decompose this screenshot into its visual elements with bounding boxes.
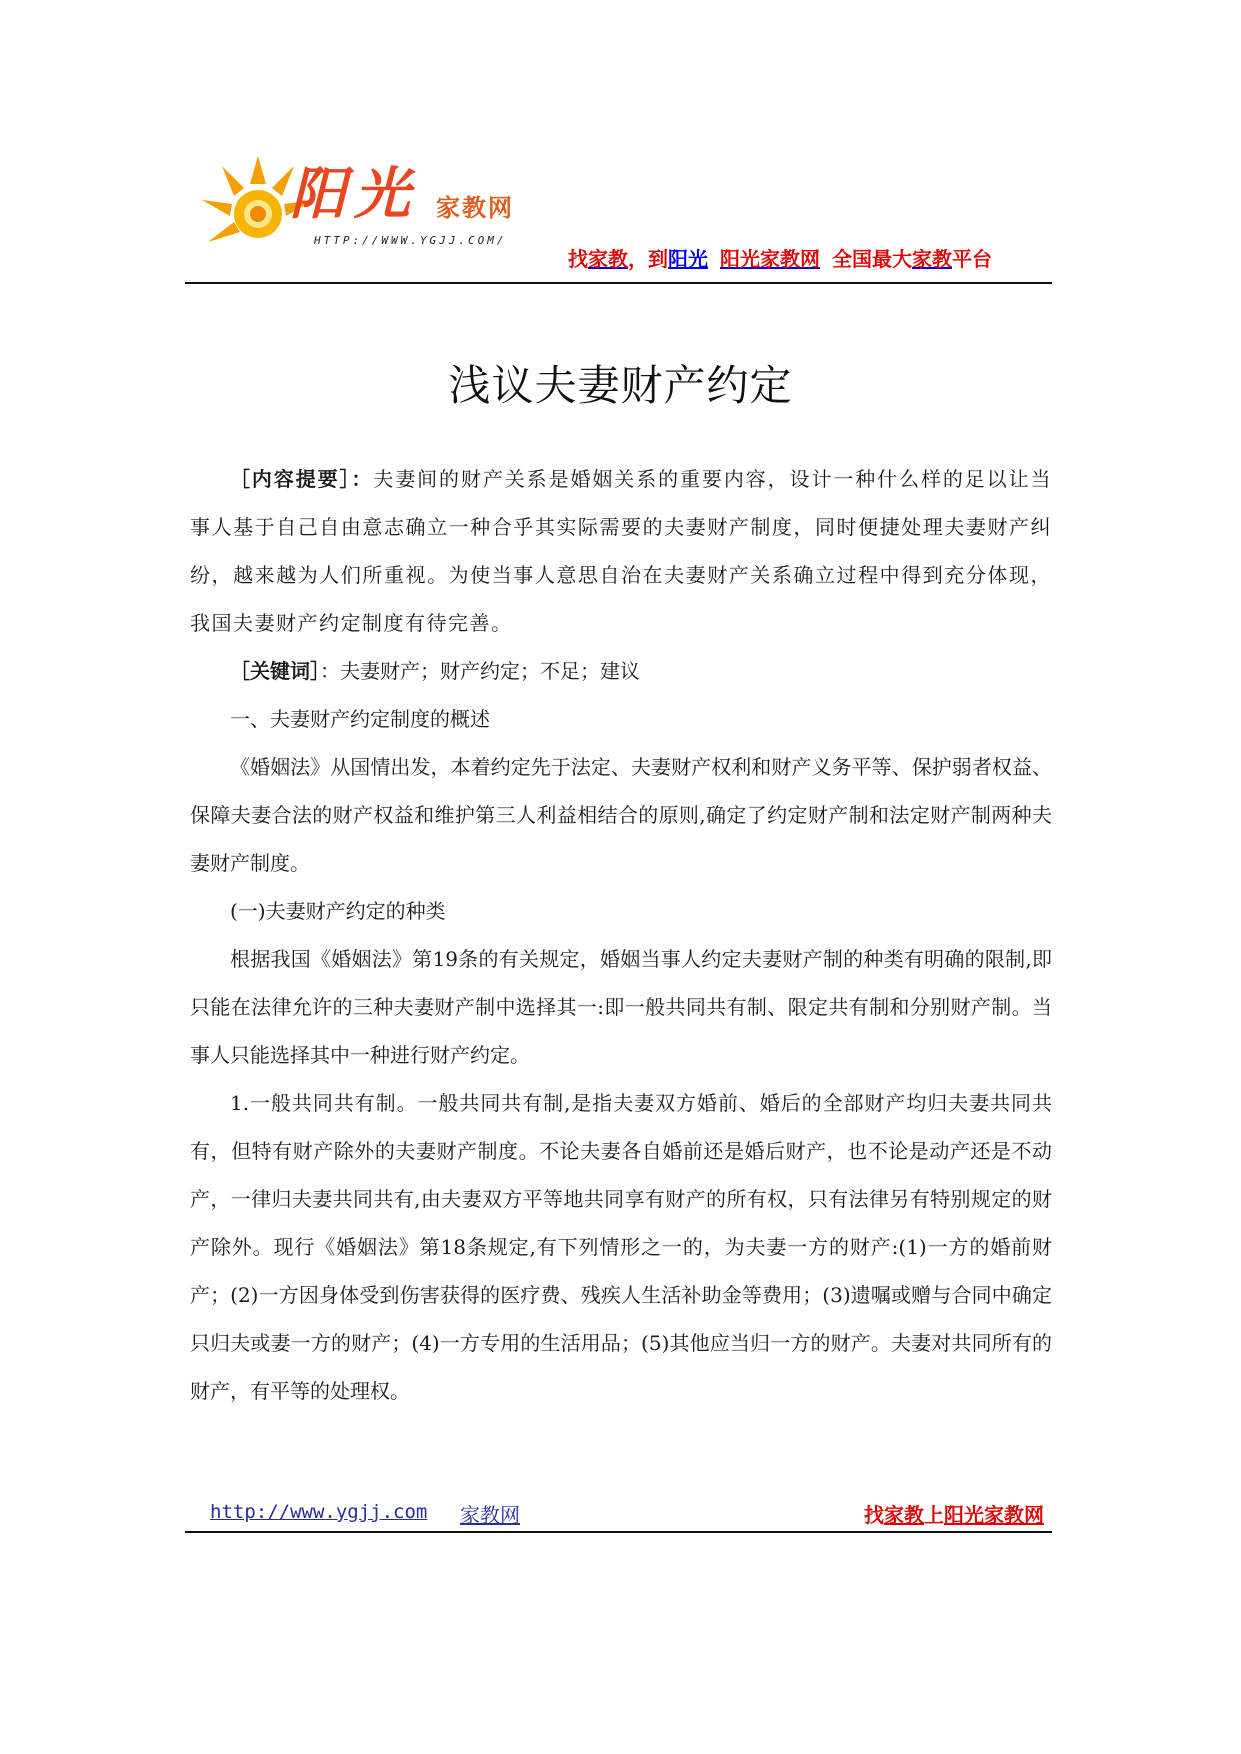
keywords-text: ：夫妻财产；财产约定；不足；建议 <box>320 659 640 683</box>
footer-slogan-part1: 找 <box>864 1503 884 1527</box>
section-heading: 一、夫妻财产约定制度的概述 <box>230 707 490 731</box>
slogan-part3: ，到 <box>628 247 668 271</box>
slogan-link-jiajiao-2[interactable]: 家教 <box>912 247 952 271</box>
footer-slogan-part3: 上 <box>924 1503 944 1527</box>
logo-sub-text: 家教网 <box>436 194 514 222</box>
slogan-part1: 找 <box>568 247 588 271</box>
document-body <box>190 455 1052 1415</box>
slogan-link-site[interactable]: 阳光家教网 <box>720 247 820 271</box>
body-paragraph: 根据我国《婚姻法》第19条的有关规定，婚姻当事人约定夫妻财产制的种类有明确的限制,即只能在法律允许的三种夫妻财产制中选择其一:即一般共同共有制、限定共有制和分别财产制。当事人只能选择其中一种进行财产约定。 <box>190 947 1052 1067</box>
slogan-link-yangguang[interactable]: 阳光 <box>668 247 708 271</box>
header-divider <box>185 282 1052 284</box>
page-footer <box>185 1495 1052 1535</box>
slogan-part6: 全国最大 <box>832 247 912 271</box>
footer-slogan <box>864 1499 1044 1528</box>
logo-url-text: HTTP://WWW.YGJJ.COM/ <box>314 234 507 247</box>
keywords-paragraph <box>190 647 1052 695</box>
footer-jiajiaowang-link[interactable]: 家教网 <box>460 1503 520 1527</box>
keywords-label: ［关键词］ <box>230 659 320 683</box>
abstract-text: 夫妻间的财产关系是婚姻关系的重要内容，设计一种什么样的足以让当事人基于自己自由意志确立一种合乎其实际需要的夫妻财产制度，同时便捷处理夫妻财产纠纷，越来越为人们所重视。为使当事人意思自治在夫妻财产关系确立过程中得到充分体现，我国夫妻财产约定制度有待完善。 <box>190 467 1053 635</box>
abstract-label: ［内容提要］： <box>230 467 374 491</box>
body-paragraph: 1.一般共同共有制。一般共同共有制,是指夫妻双方婚前、婚后的全部财产均归夫妻共同共有，但特有财产除外的夫妻财产制度。不论夫妻各自婚前还是婚后财产，也不论是动产还是不动产，一律归夫妻共同共有,由夫妻双方平等地共同享有财产的所有权，只有法律另有特别规定的财产除外。现行《婚姻法》第18条规定,有下列情形之一的，为夫妻一方的财产:(1)一方的婚前财产；(2)一方因身体受到伤害获得的医疗费、残疾人生活补助金等费用；(3)遗嘱或赠与合同中确定只归夫或妻一方的财产；(4)一方专用的生活用品；(5)其他应当归一方的财产。夫妻对共同所有的财产，有平等的处理权。 <box>190 1091 1052 1403</box>
body-paragraph: 《婚姻法》从国情出发，本着约定先于法定、夫妻财产权利和财产义务平等、保护弱者权益、保障夫妻合法的财产权益和维护第三人利益相结合的原则,确定了约定财产制和法定财产制两种夫妻财产制度。 <box>190 755 1052 875</box>
abstract-paragraph <box>190 455 1052 647</box>
footer-link-jiajiao[interactable]: 家教 <box>884 1503 924 1527</box>
header-slogan <box>568 243 992 272</box>
slogan-part8: 平台 <box>952 247 992 271</box>
footer-url-link[interactable]: http://www.ygjj.com <box>210 1501 428 1523</box>
slogan-link-jiajiao[interactable]: 家教 <box>588 247 628 271</box>
subsection-heading: (一)夫妻财产约定的种类 <box>230 899 446 923</box>
logo-script-text: 阳光 <box>290 161 418 227</box>
document-title: 浅议夫妻财产约定 <box>448 361 793 411</box>
footer-divider <box>185 1531 1052 1533</box>
footer-link-site[interactable]: 阳光家教网 <box>944 1503 1044 1527</box>
site-logo[interactable] <box>198 150 558 262</box>
